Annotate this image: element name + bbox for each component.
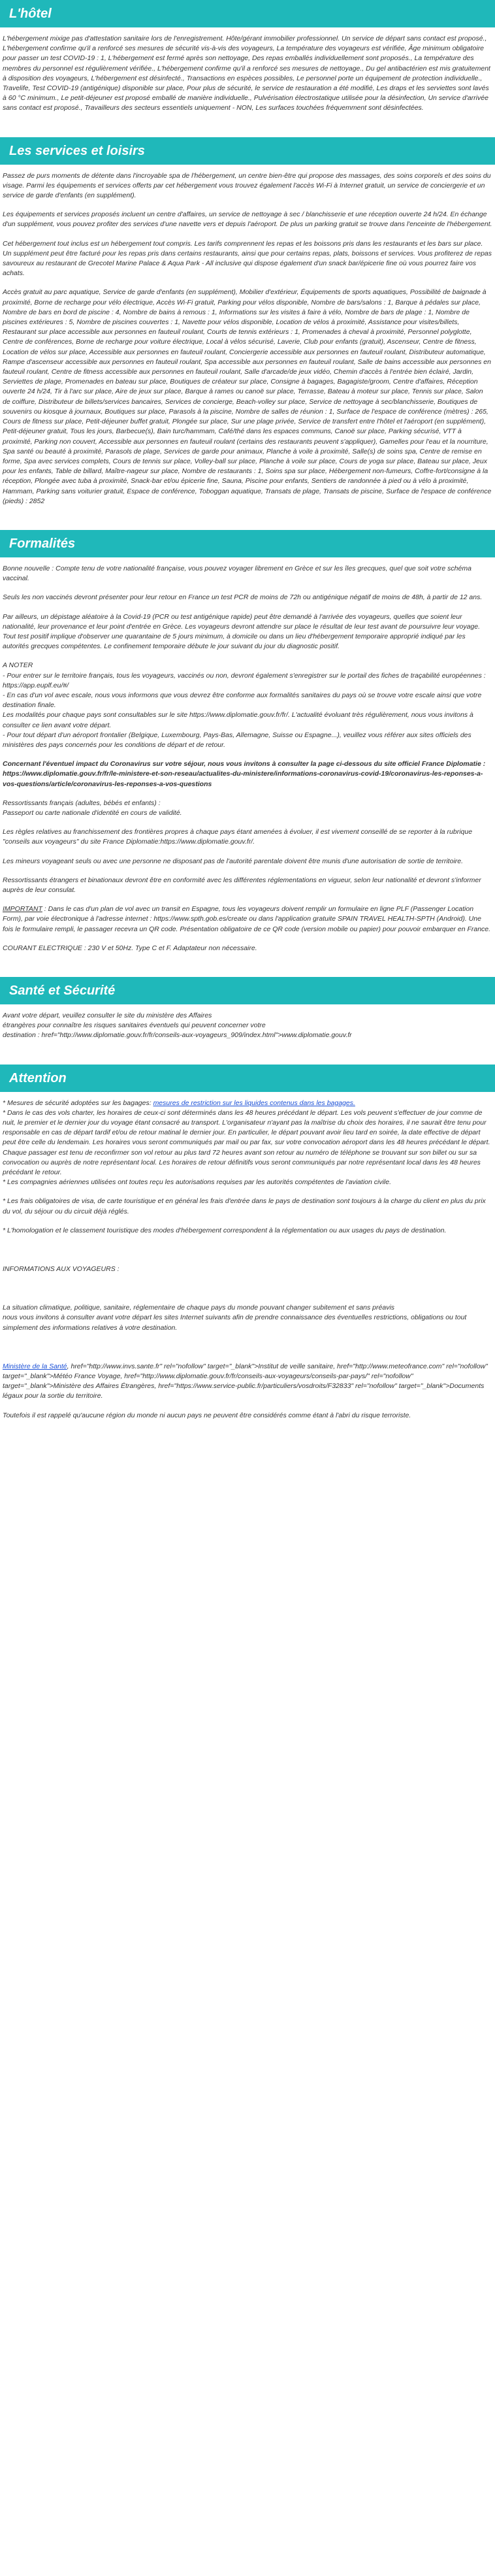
attention-paragraph-7: La situation climatique, politique, sanitaire, réglementaire de chaque pays du monde pouvant changer subitement et sans préavis xyxy=(3,1304,395,1312)
note-title: A NOTER xyxy=(3,661,33,670)
services-paragraph-1: Passez de purs moments de détente dans l'incroyable spa de l'hébergement, un centre bien-être qui propose des massages, des soins corporels et des soins du visage. Parmi les équipements et services offerts par cet hébergement vous trouvez également l'accès Wi-Fi à Internet gratuit, un service de conciergerie et un service de garde d'enfants (en supplément). xyxy=(3,171,491,200)
attention-paragraph-9 xyxy=(3,1362,492,1402)
travellers-info-heading: INFORMATIONS AUX VOYAGEURS : xyxy=(3,1265,120,1274)
coronavirus-notice: Concernant l'éventuel impact du Coronavirus sur votre séjour, nous vous invitons à consulter la page ci-dessous du site officiel France Diplomatie : https://www.diplomatie.gouv.fr/fr/le-ministere-et-son-reseau/actualites-du-ministere/informations-coronavirus-covid-19/coronavirus-les-reponses-a-vos-questions/article/coronavirus-les-reponses-a-vos-questions xyxy=(3,760,486,788)
note-line-1: - Pour entrer sur le territoire français, tous les voyageurs, vaccinés ou non, devront également s'enregistrer sur le portail des fiches de traçabilité européennes : https://app.euplf.eu/#/ xyxy=(3,671,486,689)
section-header-attention: Attention xyxy=(0,1065,495,1092)
important-text: : Dans le cas d'un plan de vol avec un transit en Espagne, tous les voyageurs doivent remplir un formulaire en ligne PLF (Passenger Location Form), par voie électronique à l'adresse internet : https://www.spth.gob.es/create ou dans l'application gratuite SPAIN TRAVEL HEALTH-SPTH (Android). Une fois le formulaire rempli, le passager recevra un QR code. Présentation obligatoire de ce QR code (version mobile ou papier) pour pouvoir embarquer en France. xyxy=(3,905,491,933)
baggage-measures-text: * Mesures de sécurité adoptées sur les bagages: xyxy=(3,1098,153,1107)
important-paragraph xyxy=(3,904,492,934)
formalites-paragraph-8: Ressortissants étrangers et binationaux devront être en conformité avec les différentes réglementations en vigueur, selon leur nationalité et devront s'informer auprès de leur consulat. xyxy=(3,876,481,894)
section-body-sante xyxy=(0,1004,495,1046)
ministry-health-link[interactable]: Ministère de la Santé xyxy=(3,1362,67,1370)
electric-current-info: COURANT ELECTRIQUE : 230 V et 50Hz. Type C et F. Adaptateur non nécessaire. xyxy=(3,944,257,952)
sante-line-2: étrangères pour connaître les risques sanitaires éventuels qui peuvent concerner votre xyxy=(3,1021,266,1030)
services-paragraph-2: Les équipements et services proposés incluent un centre d'affaires, un service de nettoyage à sec / blanchisserie et une réception ouverte 24 h/24. En échange d'un supplément, vous pouvez profiter des services d'une navette vers et depuis l'aéroport. De plus un parking gratuit se trouve dans l'enceinte de l'hébergement. xyxy=(3,210,492,229)
section-body-services xyxy=(0,165,495,512)
formalites-paragraph-1: Bonne nouvelle : Compte tenu de votre nationalité française, vous pouvez voyager librement en Grèce et sur les îles grecques, quel que soit votre schéma vaccinal. xyxy=(3,564,471,583)
note-line-3: Les modalités pour chaque pays sont consultables sur le site https://www.diplomatie.gouv.fr/fr/. L'actualité évoluant très régulièrement, nous vous invitons à consulter ce lien avant votre départ. xyxy=(3,711,473,729)
attention-paragraph-4: * Les frais obligatoires de visa, de carte touristique et en général les frais d'entrée dans le pays de destination sont toujours à la charge du client en plus du prix du vol, du séjour ou du circuit déjà réglés. xyxy=(3,1197,486,1215)
services-paragraph-3: Cet hébergement tout inclus est un hébergement tout compris. Les tarifs comprennent les repas et les boissons pris dans les restaurants et les bars sur place. Un supplément peut être facturé pour les repas pris dans certains restaurants, ainsi que pour certains repas, plats, boissons et services. Vous profiterez de repas savoureux au restaurant de Grecotel Marine Palace & Aqua Park - All inclusive qui dispose également d'un snack bar/épicerie fine où vous pourrez faire vos achats. xyxy=(3,239,492,278)
attention-paragraph-3: * Les compagnies aériennes utilisées ont toutes reçu les autorisations requises par les autorités compétentes de l'aviation civile. xyxy=(3,1178,391,1187)
attention-paragraph-1 xyxy=(3,1098,492,1108)
section-body-attention xyxy=(0,1092,495,1426)
section-header-sante: Santé et Sécurité xyxy=(0,977,495,1004)
section-body-hotel xyxy=(0,27,495,119)
terrorism-notice: Toutefois il est rappelé qu'aucune région du monde ni aucun pays ne peuvent être considérés comme étant à l'abri du risque terroriste. xyxy=(3,1411,411,1419)
sante-line-1: Avant votre départ, veuillez consulter le site du ministère des Affaires xyxy=(3,1012,212,1020)
important-label: IMPORTANT xyxy=(3,905,42,914)
formalites-paragraph-5: Passeport ou carte nationale d'identité en cours de validité. xyxy=(3,808,182,817)
section-header-formalites: Formalités xyxy=(0,530,495,557)
attention-paragraph-8: nous vous invitons à consulter avant votre départ les sites Internet suivants afin de prendre connaissance des éventuelles restrictions, obligations ou tout simplement des informations relatives à votre destination. xyxy=(3,1313,467,1332)
attention-paragraph-5: * L'homologation et le classement touristique des modes d'hébergement correspondent à la réglementation ou aux usages du pays de destination. xyxy=(3,1226,447,1234)
section-header-services: Les services et loisirs xyxy=(0,137,495,165)
liquid-restrictions-link[interactable]: mesures de restriction sur les liquides contenus dans les bagages. xyxy=(153,1098,355,1107)
formalites-paragraph-3: Par ailleurs, un dépistage aléatoire à la Covid-19 (PCR ou test antigénique rapide) peut être demandé à l'arrivée des voyageurs, quelles que soient leur nationalité, leur provenance et leur point d'entrée en Grèce. Les voyageurs devront attendre sur place le résultat de leur test avant de poursuivre leur voyage. Tout test positif implique d'observer une quarantaine de 5 jours minimum, à domicile ou dans un lieu d'hébergement temporaire approprié indiqué par les autorités grecques compétentes. Le confinement temporaire débute le jour suivant du jour du diagnostic positif. xyxy=(3,612,481,651)
note-line-2: - En cas d'un vol avec escale, nous vous informons que vous devrez être conforme aux formalités sanitaires du pays où se trouve votre escale ainsi que votre destination finale. xyxy=(3,691,482,710)
services-amenities-list: Accès gratuit au parc aquatique, Service de garde d'enfants (en supplément), Mobilier d'extérieur, Équipements de sports aquatiques, Possibilité de baignade à proximité, Borne de recharge pour vélo électrique, Accès Wi-Fi gratuit, Parking pour vélos disponible, Nombre de bars/salons : 1, Barque à pédales sur place, Nombre de bars en bord de piscine : 4, Nombre de bains à remous : 1, Informations sur les visites à faire à vélo, Nombre de bars de plage : 1, Nombre de piscines extérieures : 5, Nombre de piscines couvertes : 1, Navette pour vélos disponible, Location de vélos à proximité, Assistance pour visites/billets, Restaurant sur place accessible aux personnes en fauteuil roulant, Courts de tennis extérieurs : 1, Promenades à cheval à proximité, Personnel polyglotte, Centre de conférences, Borne de recharge pour voiture électrique, Local à vélos sécurisé, Laverie, Club pour enfants (gratuit), Ascenseur, Centre de fitness, Location de vélos sur place, Accessible aux personnes en fauteuil roulant, Conciergerie accessible aux personnes en fauteuil roulant, Distributeur automatique, Rampe d'ascenseur accessible aux personnes en fauteuil roulant, Spa accessible aux personnes en fauteuil roulant, Salle de bains accessible aux personnes en fauteuil roulant, Centre de fitness accessible aux personnes en fauteuil roulant, Salle d'arcade/de jeux vidéo, Chemin d'accès à l'entrée bien éclairé, Jardin, Serviettes de plage, Promenades en bateau sur place, Boutiques de créateur sur place, Consigne à bagages, Bagagiste/groom, Centre d'affaires, Réception ouverte 24 h/24, Tir à l'arc sur place, Aire de jeux sur place, Barque à rames ou canoë sur place, Terrasse, Bateau à moteur sur place, Tennis sur place, Salon de coiffure, Distributeur de billets/services bancaires, Services de concierge, Beach-volley sur place, Service de nettoyage à sec/blanchisserie, Boutiques de souvenirs ou kiosque à journaux, Boutiques sur place, Parasols à la piscine, Nombre de salles de réunion : 1, Surface de l'espace de conférence (mètres) : 265, Cours de fitness sur place, Petit-déjeuner buffet gratuit, Plongée sur place, Sur une plage privée, Service de transfert entre l'hôtel et l'aéroport (en supplément), Petit-déjeuner gratuit, Tous les jours, Barbecue(s), Bain turc/hammam, Café/thé dans les espaces communs, Canoë sur place, Parking sécurisé, VTT à proximité, Parking non couvert, Accessible aux personnes en fauteuil roulant (certains des restaurants peuvent s'appliquer), Gamelles pour l'eau et la nourriture, Spa santé ou beauté à proximité, Parasols de plage, Services de garde pour animaux, Planche à voile à proximité, Salle(s) de soins spa, Centre de remise en forme, Spa avec services complets, Cours de tennis sur place, Volley-ball sur place, Planche à voile sur place, Cours de yoga sur place, Bateau sur place, Jeux pour les enfants, Table de billard, Maître-nageur sur place, Nombre de restaurants : 1, Soins spa sur place, Hébergement non-fumeurs, Coffre-fort/consigne à la réception, Plongée avec tuba à proximité, Snack-bar et/ou épicerie fine, Sauna, Piscine pour enfants, Sentiers de randonnée à pied ou à vélo à proximité, Hammam, Parking sans voiturier gratuit, Espace de conférence, Toboggan aquatique, Transats de plage, Transats de piscine, Surface de l'espace de conférence (pieds) : 2852 xyxy=(3,288,492,505)
hotel-paragraph: L'hébergement mixige pas d'attestation sanitaire lors de l'enregistrement. Hôte/gérant immobilier professionnel. Un service de départ sans contact est proposé., L'hébergement confirme qu'il a renforcé ses mesures de sécurité vis-à-vis des voyageurs, La température des voyageurs est vérifiée, Âge minimum obligatoire pour passer un test COVID-19 : 1, L'hébergement est fermé après son nettoyage, Des repas emballés individuellement sont proposés., La température des membres du personnel est régulièrement vérifiée., L'hébergement confirme qu'il a renforcé ses mesures de nettoyage., Du gel antibactérien est mis gratuitement à disposition des voyageurs, L'hébergement est désinfecté., Transactions en espèces possibles, Le personnel porte un équipement de protection individuelle., Travelife, Test COVID-19 (antigénique) disponible sur place, Pour plus de sécurité, le service de restauration a été modifié, Les draps et les serviettes sont lavés à 60 °C minimum., Le petit-déjeuner est proposé emballé de manière individuelle., Pulvérisation électrostatique utilisée pour la désinfection, Un service d'arrivée sans contact est proposé., Travailleurs des secteurs essentiels uniquement - NON, Les surfaces touchées fréquemment sont désinfectées. xyxy=(3,35,490,112)
formalites-paragraph-7: Les mineurs voyageant seuls ou avec une personne ne disposant pas de l'autorité parentale doivent être munis d'une autorisation de sortie de territoire. xyxy=(3,857,464,865)
formalites-paragraph-4: Ressortissants français (adultes, bébés et enfants) : xyxy=(3,799,161,807)
note-line-4: - Pour tout départ d'un aéroport frontalier (Belgique, Luxembourg, Pays-Bas, Allemagne, Suisse ou Espagne...), veuillez vous référer aux sites officiels des ministères des pays concernés pour les conditions de départ et de retour. xyxy=(3,731,471,749)
useful-links-text: , href="http://www.invs.sante.fr" rel="nofollow" target="_blank">Institut de veille sanitaire, href="http://www.meteofrance.com" rel="nofollow" target="_blank">Météo France Voyage, href="http://www.diplomatie.gouv.fr/fr/conseils-aux-voyageurs/conseils-par-pays/" rel="nofollow" target="_blank">Ministère des Affaires Étrangères, href="https://www.service-public.fr/particuliers/vosdroits/F32833" rel="nofollow" target="_blank">Documents légaux pour la sortie du territoire. xyxy=(3,1362,488,1400)
section-header-hotel: L'hôtel xyxy=(0,0,495,27)
formalites-paragraph-6: Les règles relatives au franchissement des frontières propres à chaque pays étant amenées à évoluer, il est vivement conseillé de se reporter à la rubrique "conseils aux voyageurs" du site France Diplomatie:https://www.diplomatie.gouv.fr/. xyxy=(3,828,473,846)
sante-line-3: destination : href="http://www.diplomatie.gouv.fr/fr/conseils-aux-voyageurs_909/index.html">www.diplomatie.gouv.fr xyxy=(3,1031,352,1040)
section-body-formalites xyxy=(0,557,495,959)
attention-paragraph-2: * Dans le cas des vols charter, les horaires de ceux-ci sont déterminés dans les 48 heures précédant le départ. Les vols peuvent s'effectuer de jour comme de nuit, le premier et le dernier jour du voyage étant consacré au transport. L'organisateur n'ayant pas la maîtrise du choix des horaires, il ne saurait être tenu pour responsable en cas de départ tardif et/ou de retour matinal le dernier jour. En particulier, le départ pouvant avoir lieu tard en soirée, la date effective de départ peut être celle du lendemain. Les horaires vous seront communiqués par mail ou par fax, sur votre convocation aéroport dans les 48 heures précédant le départ. Chaque passager est tenu de reconfirmer son vol retour au plus tard 72 heures avant son retour au numéro de téléphone se trouvant sur son billet ou sur sa convocation ou auprès de notre représentant local. Les horaires de retour définitifs vous seront communiqués par notre représentant local dans les 48 heures précédant le retour. xyxy=(3,1108,490,1177)
formalites-paragraph-2: Seuls les non vaccinés devront présenter pour leur retour en France un test PCR de moins de 72h ou antigénique négatif de moins de 48h, à partir de 12 ans. xyxy=(3,593,483,602)
